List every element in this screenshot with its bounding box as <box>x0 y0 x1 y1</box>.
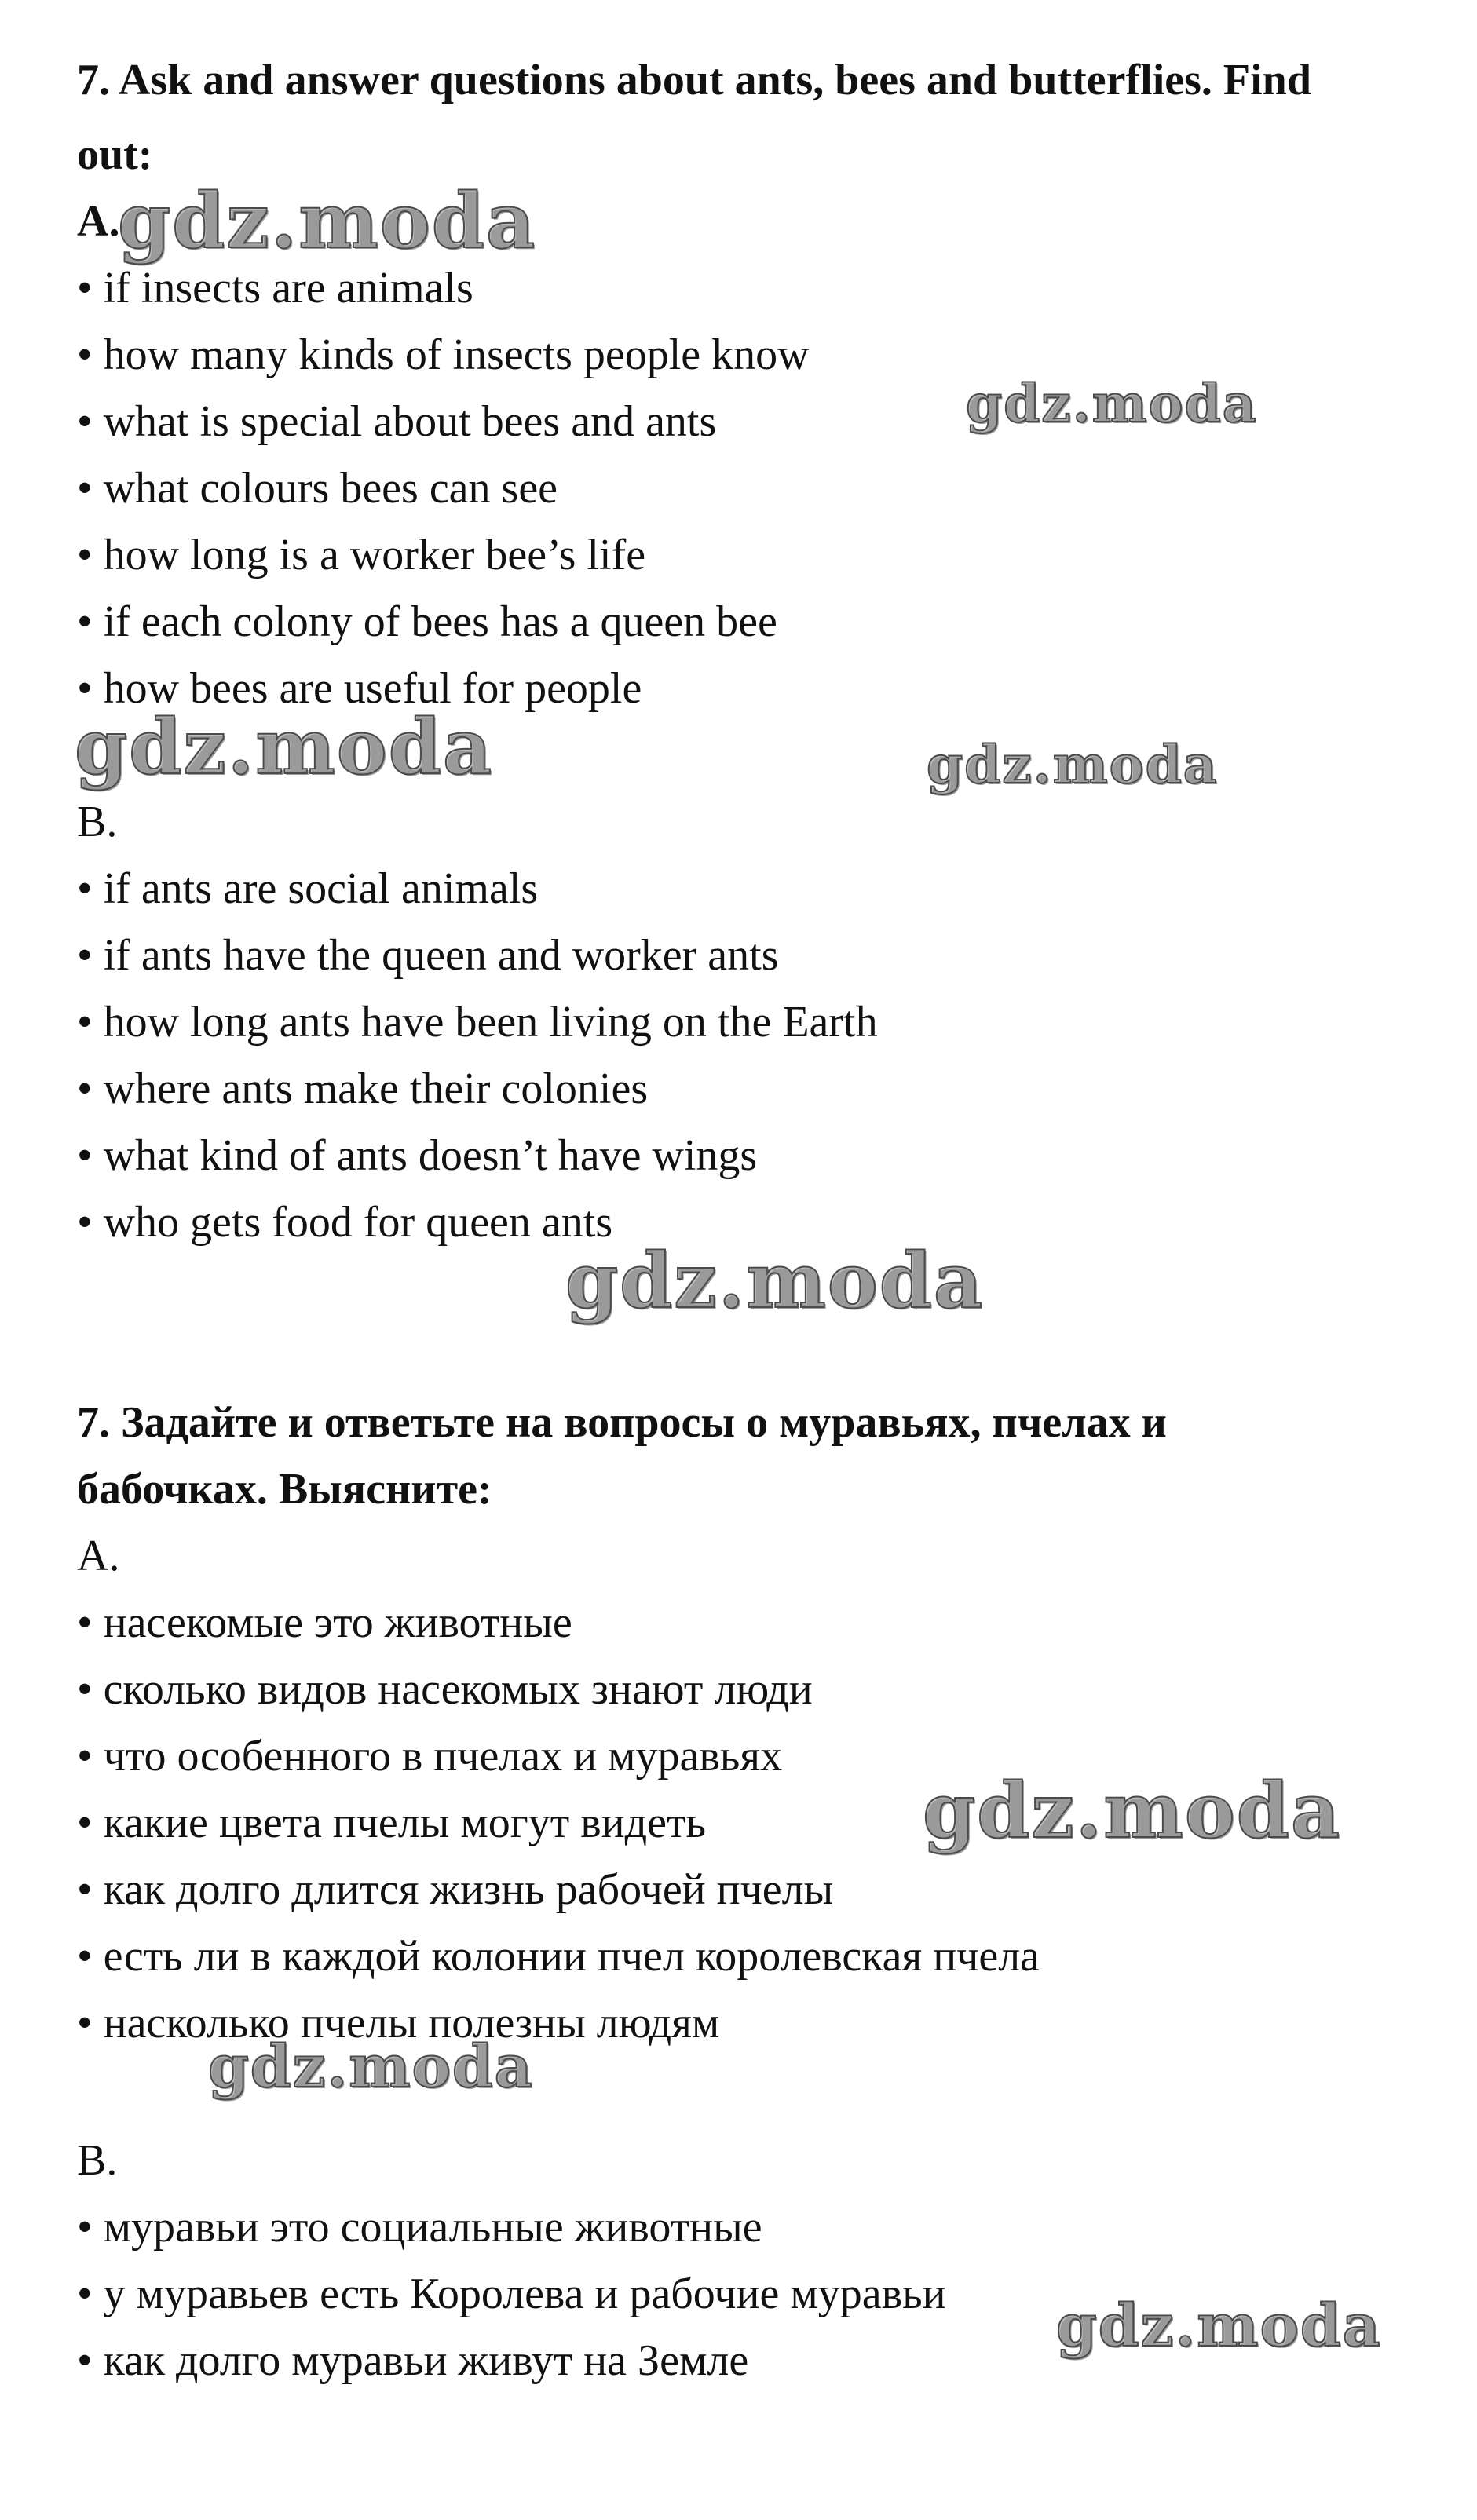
list-item: • насекомые это животные <box>77 1598 572 1647</box>
list-item: • how many kinds of insects people know <box>77 331 810 379</box>
watermark: gdz.moda <box>75 703 494 791</box>
list-item: • как долго длится жизнь рабочей пчелы <box>77 1865 834 1914</box>
list-item: • what kind of ants doesn’t have wings <box>77 1131 758 1180</box>
list-item: • у муравьев есть Королева и рабочие муравьи <box>77 2270 946 2318</box>
list-item: • что особенного в пчелах и муравьях <box>77 1732 783 1780</box>
list-item: • if each colony of bees has a queen bee <box>77 597 777 646</box>
list-item: • сколько видов насекомых знают люди <box>77 1665 813 1714</box>
section-a-label-ru: А. <box>77 1532 120 1580</box>
watermark: gdz.moda <box>923 1766 1342 1855</box>
section-b-label-ru: В. <box>77 2136 118 2185</box>
watermark: gdz.moda <box>966 373 1258 434</box>
watermark: gdz.moda <box>565 1236 985 1325</box>
list-item: • who gets food for queen ants <box>77 1198 613 1247</box>
watermark: gdz.moda <box>118 177 537 265</box>
exercise-title-ru-line2: бабочках. Выясните: <box>77 1465 492 1514</box>
watermark: gdz.moda <box>927 734 1219 795</box>
list-item: • how long is a worker bee’s life <box>77 531 646 579</box>
list-item: • насколько пчелы полезны людям <box>77 1999 720 2047</box>
list-item: • if ants have the queen and worker ants <box>77 931 779 980</box>
list-item: • есть ли в каждой колонии пчел королевская пчела <box>77 1932 1040 1981</box>
list-item: • if insects are animals <box>77 264 473 312</box>
exercise-title-en-line2: out: <box>77 130 153 179</box>
watermark: gdz.moda <box>1056 2292 1382 2360</box>
list-item: • муравьи это социальные животные <box>77 2203 762 2252</box>
list-item: • какие цвета пчелы могут видеть <box>77 1799 707 1847</box>
watermark: gdz.moda <box>208 2033 534 2101</box>
section-b-label-en: B. <box>77 798 118 846</box>
section-a-label-en: A. <box>77 197 120 246</box>
list-item: • how bees are useful for people <box>77 664 642 713</box>
list-item: • как долго муравьи живут на Земле <box>77 2336 749 2385</box>
list-item: • if ants are social animals <box>77 864 539 913</box>
list-item: • what colours bees can see <box>77 464 558 513</box>
exercise-title-ru-line1: 7. Задайте и ответьте на вопросы о муравьях, пчелах и <box>77 1398 1167 1447</box>
list-item: • where ants make their colonies <box>77 1065 649 1113</box>
exercise-title-en-line1: 7. Ask and answer questions about ants, bees and butterflies. Find <box>77 56 1311 104</box>
list-item: • how long ants have been living on the Earth <box>77 998 878 1046</box>
list-item: • what is special about bees and ants <box>77 397 717 446</box>
